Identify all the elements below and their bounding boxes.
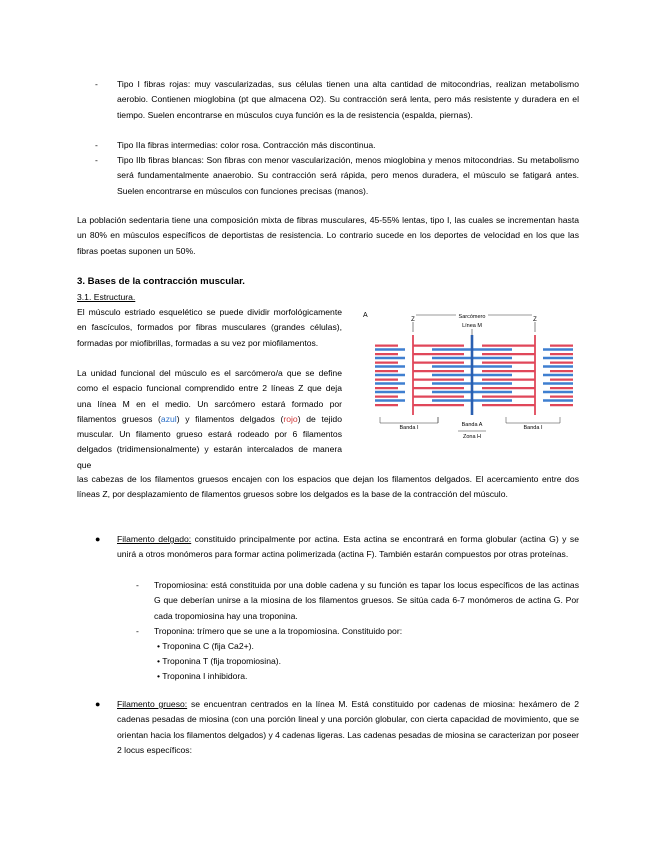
diagram-label-banda-i-right: Banda I: [523, 425, 543, 431]
troponina-c: • Troponina C (fija Ca2+).: [157, 641, 254, 651]
rojo-word: rojo: [283, 413, 298, 424]
subsection-title: 3.1. Estructura.: [77, 292, 136, 302]
fiber-type-iia: Tipo IIa fibras intermedias: color rosa. Contracción más discontinua.: [117, 140, 376, 150]
filament-lattice: [375, 335, 573, 415]
azul-word: azul: [160, 413, 177, 424]
population-paragraph: La población sedentaria tiene una composición mixta de fibras musculares, 45-55% lentas, tipo I, las cuales se incrementan hasta un 80% en músculos específicos de deportistas de resistencia. Lo contrario sucede en los deportes de velocidad en los que las fibras poetas suponen un 50%.: [77, 215, 579, 256]
structure-paragraph-3: las cabezas de los filamentos gruesos encajen con los espacios que dejan los filamentos delgados. El acercamiento entre dos líneas Z, por desplazamiento de filamentos gruesos sobre los delgados es la base de la contracción del músculo.: [77, 474, 579, 500]
diagram-label-z-left: Z: [411, 317, 415, 323]
troponina-text: Troponina: trímero que se une a la tropomiosina. Constituido por:: [154, 626, 403, 636]
dash-bullet: -: [95, 155, 98, 165]
structure-text-part2: ) y filamentos delgados (: [176, 413, 284, 424]
bullet-dot: ●: [95, 534, 101, 544]
troponina-i: • Troponina I inhibidora.: [157, 671, 248, 681]
dash-bullet: -: [95, 140, 98, 150]
dash-bullet: -: [95, 79, 98, 89]
thick-filament-text: se encuentran centrados en la línea M. Está constituido por cadenas de miosina: hexámero de 2 cadenas pesadas de miosina (con una porción lineal y una porción globular, con cierta capacidad de movimiento, que se orientan hacia los filamentos delgados) y 4 cadenas ligeras. Las cadenas pesadas de miosina se caracterizan por poseer 2 locus específicos:: [117, 699, 579, 755]
structure-text-part3: ) de tejido muscular. Un filamento grueso estará rodeado por 6 filamentos delgados (tridimensionalmente) y estarán intercalados de manera que: [77, 413, 342, 470]
fiber-type-iib: Tipo IIb fibras blancas: Son fibras con menor vascularización, menos mioglobina y menos mitocondrias. Su metabolismo será fundamentalmente anaerobio. Su contracción será rápida, pero menos duradera, el músculo se fatigará antes. Suelen encontrarse en músculos con funciones precisas (manos).: [117, 155, 579, 196]
thin-filament-label: Filamento delgado:: [117, 534, 192, 544]
section-title: 3. Bases de la contracción muscular.: [77, 276, 245, 287]
diagram-label-banda-i-left: Banda I: [399, 425, 419, 431]
sarcomere-diagram: [360, 305, 585, 445]
diagram-label-banda-a: Banda A: [461, 422, 483, 428]
thin-filament-text: constituido principalmente por actina. Esta actina se encontrará en forma globular (actina G) y se unirá a otros monómeros para formar actina polimerizada (actina F). También estarán compuestos por otras proteínas.: [117, 534, 580, 560]
structure-text-part1: La unidad funcional del músculo es el sarcómero/a que se define como el espacio funcional comprendido entre 2 líneas Z que deja una línea M en el medio. Un sarcómero estará formado por filamentos gruesos (: [77, 368, 342, 424]
structure-paragraph-2: [77, 366, 342, 473]
diagram-label-zona-h: Zona H: [462, 434, 482, 440]
troponina-t: • Troponina T (fija tropomiosina).: [157, 656, 282, 666]
fiber-type-i: Tipo I fibras rojas: muy vascularizadas, sus células tienen una alta cantidad de mitocondrias, realizan metabolismo aerobio. Contienen mioglobina (pt que almacena O2). Su contracción será lenta, pero más resistente y duradera en el tiempo. Suelen encontrarse en músculos cuya función es la de resistencia (espalda, piernas).: [117, 79, 579, 120]
dash-bullet: -: [136, 626, 139, 636]
structure-paragraph-1: El músculo estriado esquelético se puede dividir morfológicamente en fascículos, formados por fibras musculares (grandes células), formadas por miofibrillas, formadas a su vez por miofilamentos.: [77, 307, 342, 348]
tropomiosina-text: Tropomiosina: está constituida por una doble cadena y su función es tapar los locus específicos de las actinas G que deberían unirse a la miosina de los filamentos gruesos. Se sitúa cada 6-7 monómeros de actina G. Por cada tropomiosina hay una troponina.: [154, 580, 579, 621]
diagram-panel-letter: A: [363, 312, 368, 319]
thin-filament-paragraph: [117, 532, 579, 563]
bullet-dot: ●: [95, 699, 101, 709]
dash-bullet: -: [136, 580, 139, 590]
diagram-label-sarcomero: Sarcómero: [458, 314, 486, 320]
thick-filament-label: Filamento grueso:: [117, 699, 188, 709]
diagram-label-z-right: Z: [533, 317, 537, 323]
thick-filament-paragraph: [117, 697, 579, 758]
diagram-label-linea-m: Línea M: [462, 323, 482, 329]
